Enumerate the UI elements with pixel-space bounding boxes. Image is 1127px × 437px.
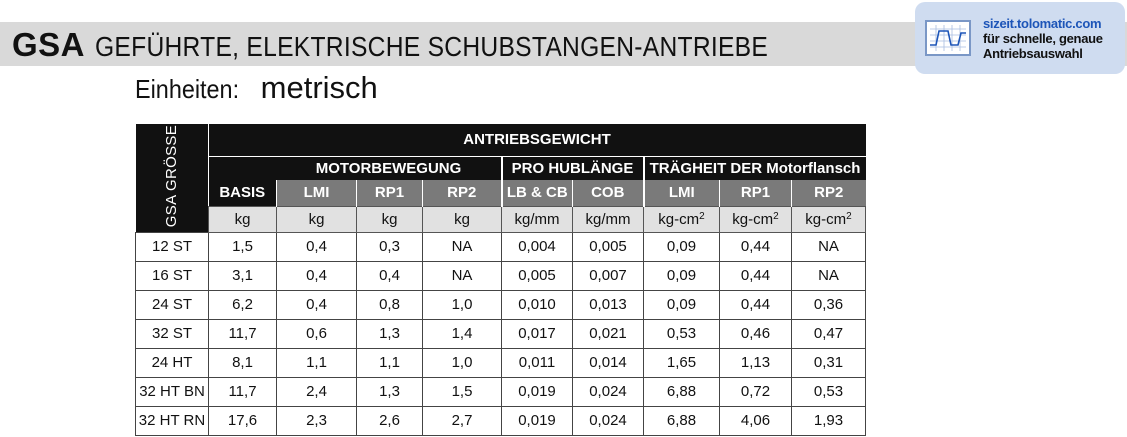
table-cell: 0,44 <box>720 232 792 261</box>
unit-cell <box>720 206 792 232</box>
table-row <box>136 406 866 435</box>
unit-cell <box>573 206 644 232</box>
table-cell: 2,6 <box>357 406 423 435</box>
product-code: GSA <box>12 26 86 63</box>
table-cell: 0,09 <box>644 261 720 290</box>
table-row <box>136 348 866 377</box>
table-cell: 0,31 <box>792 348 866 377</box>
row-size-label: 32 HT RN <box>136 406 209 435</box>
table-cell: 0,72 <box>720 377 792 406</box>
table-cell: 1,13 <box>720 348 792 377</box>
table-cell: 0,44 <box>720 290 792 319</box>
table-cell: 11,7 <box>209 377 277 406</box>
size-header: GSA GRÖSSE <box>163 124 181 227</box>
unit-label: kg-cm <box>658 210 700 228</box>
col-header-lmi: LMI <box>277 180 357 206</box>
unit-cell <box>423 206 502 232</box>
table-cell: 0,024 <box>573 377 644 406</box>
table-cell: 4,06 <box>720 406 792 435</box>
unit-cell <box>502 206 573 232</box>
table-body <box>136 232 866 435</box>
table-cell: 2,7 <box>423 406 502 435</box>
table-cell: 0,004 <box>502 232 573 261</box>
table-cell: NA <box>792 261 866 290</box>
table-cell: 0,019 <box>502 406 573 435</box>
table-cell: 2,4 <box>277 377 357 406</box>
table-cell: 0,021 <box>573 319 644 348</box>
table-cell: 0,010 <box>502 290 573 319</box>
table-cell: 1,1 <box>357 348 423 377</box>
units-label: Einheiten: <box>135 74 240 104</box>
sizeit-callout[interactable] <box>915 2 1125 74</box>
unit-cell <box>644 206 720 232</box>
table-cell: 0,4 <box>277 290 357 319</box>
unit-cell <box>209 206 277 232</box>
size-header-cell <box>136 124 209 232</box>
table-cell: 0,46 <box>720 319 792 348</box>
unit-label: kg <box>234 210 251 228</box>
table-cell: 1,4 <box>423 319 502 348</box>
unit-label: kg-cm <box>805 210 847 228</box>
spec-table <box>135 124 866 436</box>
table-cell: 0,36 <box>792 290 866 319</box>
row-size-label: 24 HT <box>136 348 209 377</box>
table-cell: 0,53 <box>644 319 720 348</box>
stroke-group-header: PRO HUBLÄNGE <box>502 156 644 180</box>
col-header-rp2: RP2 <box>423 180 502 206</box>
basis-header: BASIS <box>209 180 277 206</box>
sizeit-link[interactable]: sizeit.tolomatic.com <box>983 15 1102 31</box>
col-header-rp1-inertia: RP1 <box>720 180 792 206</box>
units-value: metrisch <box>260 70 378 105</box>
table-cell: 0,4 <box>277 232 357 261</box>
table-cell: 0,014 <box>573 348 644 377</box>
col-header-rp1: RP1 <box>357 180 423 206</box>
table-cell: 0,007 <box>573 261 644 290</box>
table-cell: 3,1 <box>209 261 277 290</box>
table-cell: 1,5 <box>423 377 502 406</box>
table-cell: 1,1 <box>277 348 357 377</box>
unit-label: kg/mm <box>585 210 631 228</box>
unit-cell <box>357 206 423 232</box>
row-size-label: 32 HT BN <box>136 377 209 406</box>
table-cell: 1,3 <box>357 377 423 406</box>
table-cell: 17,6 <box>209 406 277 435</box>
sizeit-line-3: Antriebsauswahl <box>983 45 1083 61</box>
table-cell: 0,8 <box>357 290 423 319</box>
table-cell: 1,5 <box>209 232 277 261</box>
table-cell: 11,7 <box>209 319 277 348</box>
table-cell: 0,4 <box>357 261 423 290</box>
table-cell: 0,6 <box>277 319 357 348</box>
unit-label: kg-cm <box>732 210 774 228</box>
table-cell: 0,53 <box>792 377 866 406</box>
row-size-label: 32 ST <box>136 319 209 348</box>
table-cell: 6,88 <box>644 406 720 435</box>
col-header-cob: COB <box>573 180 644 206</box>
table-cell: 0,4 <box>277 261 357 290</box>
sizeit-line-2: für schnelle, genaue <box>983 30 1103 46</box>
table-cell: 0,005 <box>573 232 644 261</box>
table-row <box>136 377 866 406</box>
table-cell: 8,1 <box>209 348 277 377</box>
table-cell: 0,09 <box>644 232 720 261</box>
row-size-label: 12 ST <box>136 232 209 261</box>
table-cell: 2,3 <box>277 406 357 435</box>
table-cell: NA <box>423 232 502 261</box>
table-row <box>136 319 866 348</box>
group-header: ANTRIEBSGEWICHT <box>209 124 866 156</box>
unit-superscript: 2 <box>846 210 852 222</box>
page-title <box>12 26 860 62</box>
row-size-label: 16 ST <box>136 261 209 290</box>
table-cell: 0,44 <box>720 261 792 290</box>
table-cell: 0,024 <box>573 406 644 435</box>
table-cell: NA <box>423 261 502 290</box>
unit-label: kg <box>381 210 398 228</box>
units-line <box>135 70 378 106</box>
motor-group-header: MOTORBEWEGUNG <box>277 156 502 180</box>
unit-cell <box>792 206 866 232</box>
table-row <box>136 232 866 261</box>
table-cell: 0,011 <box>502 348 573 377</box>
table-cell: NA <box>792 232 866 261</box>
chart-window-icon <box>925 20 971 56</box>
unit-superscript: 2 <box>699 210 705 222</box>
table-cell: 1,0 <box>423 348 502 377</box>
col-header-lmi-inertia: LMI <box>644 180 720 206</box>
table-cell: 0,013 <box>573 290 644 319</box>
table-cell: 0,017 <box>502 319 573 348</box>
basis-spacer <box>209 156 277 180</box>
table-cell: 1,0 <box>423 290 502 319</box>
unit-label: kg <box>308 210 325 228</box>
table-row <box>136 261 866 290</box>
table-cell: 6,2 <box>209 290 277 319</box>
row-size-label: 24 ST <box>136 290 209 319</box>
table-cell: 1,93 <box>792 406 866 435</box>
unit-superscript: 2 <box>773 210 779 222</box>
table-cell: 0,3 <box>357 232 423 261</box>
unit-label: kg <box>454 210 470 228</box>
table-cell: 0,09 <box>644 290 720 319</box>
table-row <box>136 290 866 319</box>
table-cell: 1,3 <box>357 319 423 348</box>
table-cell: 0,47 <box>792 319 866 348</box>
unit-cell <box>277 206 357 232</box>
inertia-group-header: TRÄGHEIT DER Motorflansch <box>644 156 866 180</box>
table-cell: 1,65 <box>644 348 720 377</box>
col-header-lb-cb: LB & CB <box>502 180 573 206</box>
product-title: GEFÜHRTE, ELEKTRISCHE SCHUBSTANGEN-ANTRIEBE <box>95 31 769 62</box>
unit-row <box>136 206 866 232</box>
table-cell: 0,005 <box>502 261 573 290</box>
col-header-rp2-inertia: RP2 <box>792 180 866 206</box>
unit-label: kg/mm <box>514 210 560 228</box>
table-cell: 0,019 <box>502 377 573 406</box>
table-cell: 6,88 <box>644 377 720 406</box>
